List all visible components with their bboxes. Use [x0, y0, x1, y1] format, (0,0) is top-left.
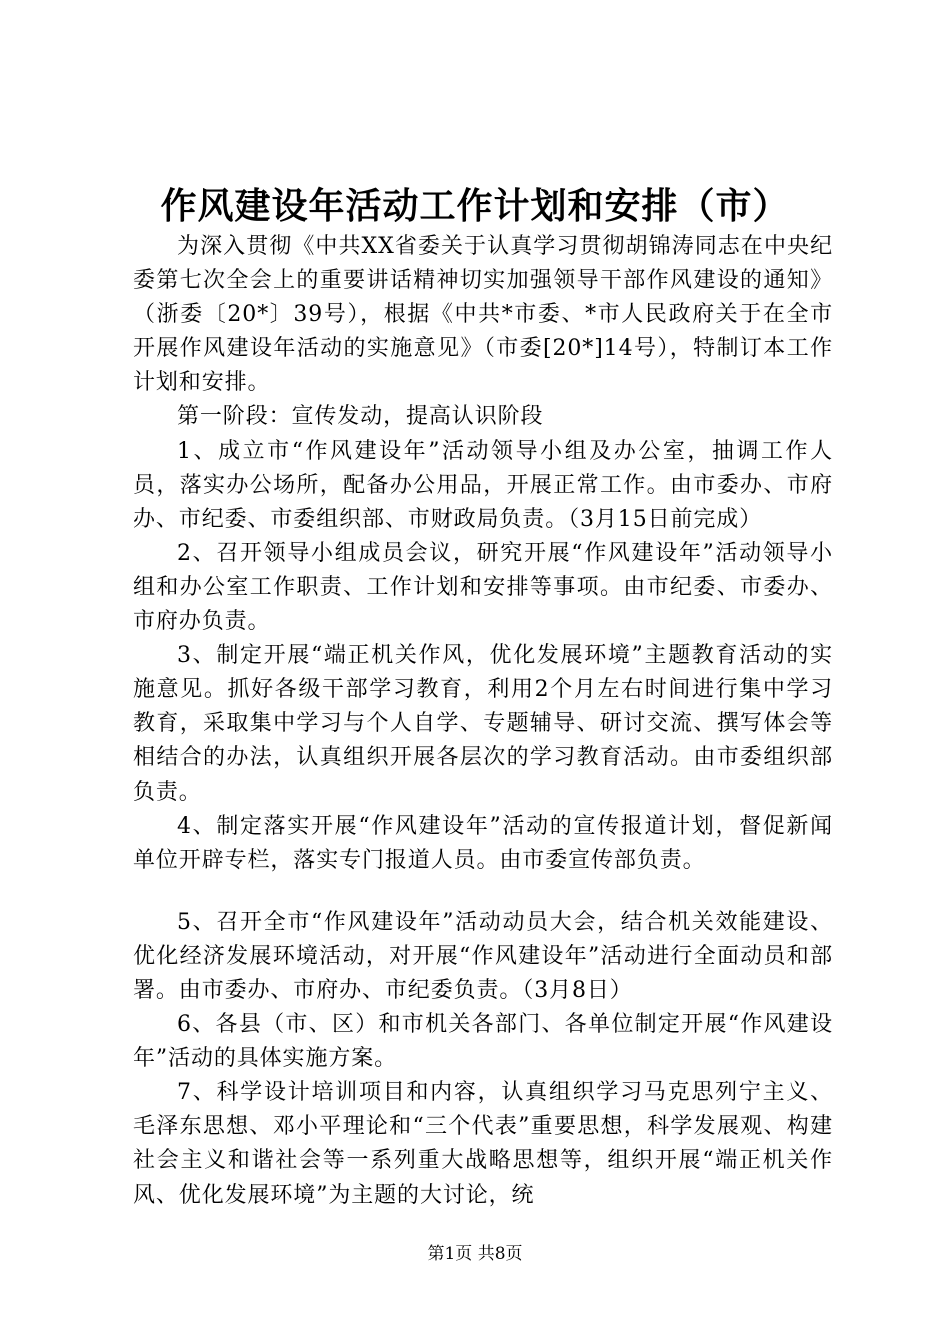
item-paragraph-3: 3、制定开展“端正机关作风，优化发展环境”主题教育活动的实施意见。抓好各级干部学习教育，利用2个月左右时间进行集中学习教育，采取集中学习与个人自学、专题辅导、研讨交流、撰写体会等相结合的办法，认真组织开展各层次的学习教育活动。由市委组织部负责。 — [133, 643, 833, 805]
item-paragraph-2: 2、召开领导小组成员会议，研究开展“作风建设年”活动领导小组和办公室工作职责、工作计划和安排等事项。由市纪委、市委办、市府办负责。 — [133, 540, 833, 635]
item-paragraph-7: 7、科学设计培训项目和内容，认真组织学习马克思列宁主义、毛泽东思想、邓小平理论和“三个代表”重要思想，科学发展观、构建社会主义和谐社会等一系列重大战略思想等，组织开展“端正机关作风、优化发展环境”为主题的大讨论，统 — [133, 1080, 833, 1208]
item-paragraph-4: 4、制定落实开展“作风建设年”活动的宣传报道计划，督促新闻单位开辟专栏，落实专门报道人员。由市委宣传部负责。 — [133, 813, 833, 873]
item-paragraph-6: 6、各县（市、区）和市机关各部门、各单位制定开展“作风建设年”活动的具体实施方案。 — [133, 1012, 833, 1072]
item-paragraph-1: 1、成立市“作风建设年”活动领导小组及办公室，抽调工作人员，落实办公场所，配备办公用品，开展正常工作。由市委办、市府办、市纪委、市委组织部、市财政局负责。（3月15日前完成） — [133, 438, 833, 532]
item-paragraph-5: 5、召开全市“作风建设年”活动动员大会，结合机关效能建设、优化经济发展环境活动，对开展“作风建设年”活动进行全面动员和部署。由市委办、市府办、市纪委负责。（3月8日） — [133, 909, 833, 1003]
page-footer: 第1页 共8页 — [427, 1244, 523, 1264]
document-title: 作风建设年活动工作计划和安排（市） — [160, 185, 790, 227]
stage-heading: 第一阶段：宣传发动，提高认识阶段 — [177, 404, 544, 430]
document-body — [133, 230, 833, 1213]
intro-paragraph: 为深入贯彻《中共XX省委关于认真学习贯彻胡锦涛同志在中央纪委第七次全会上的重要讲话精神切实加强领导干部作风建设的通知》（浙委〔20*〕39号），根据《中共*市委、*市人民政府关于在全市开展作风建设年活动的实施意见》（市委[20*]14号），特制订本工作计划和安排。 — [133, 234, 833, 396]
